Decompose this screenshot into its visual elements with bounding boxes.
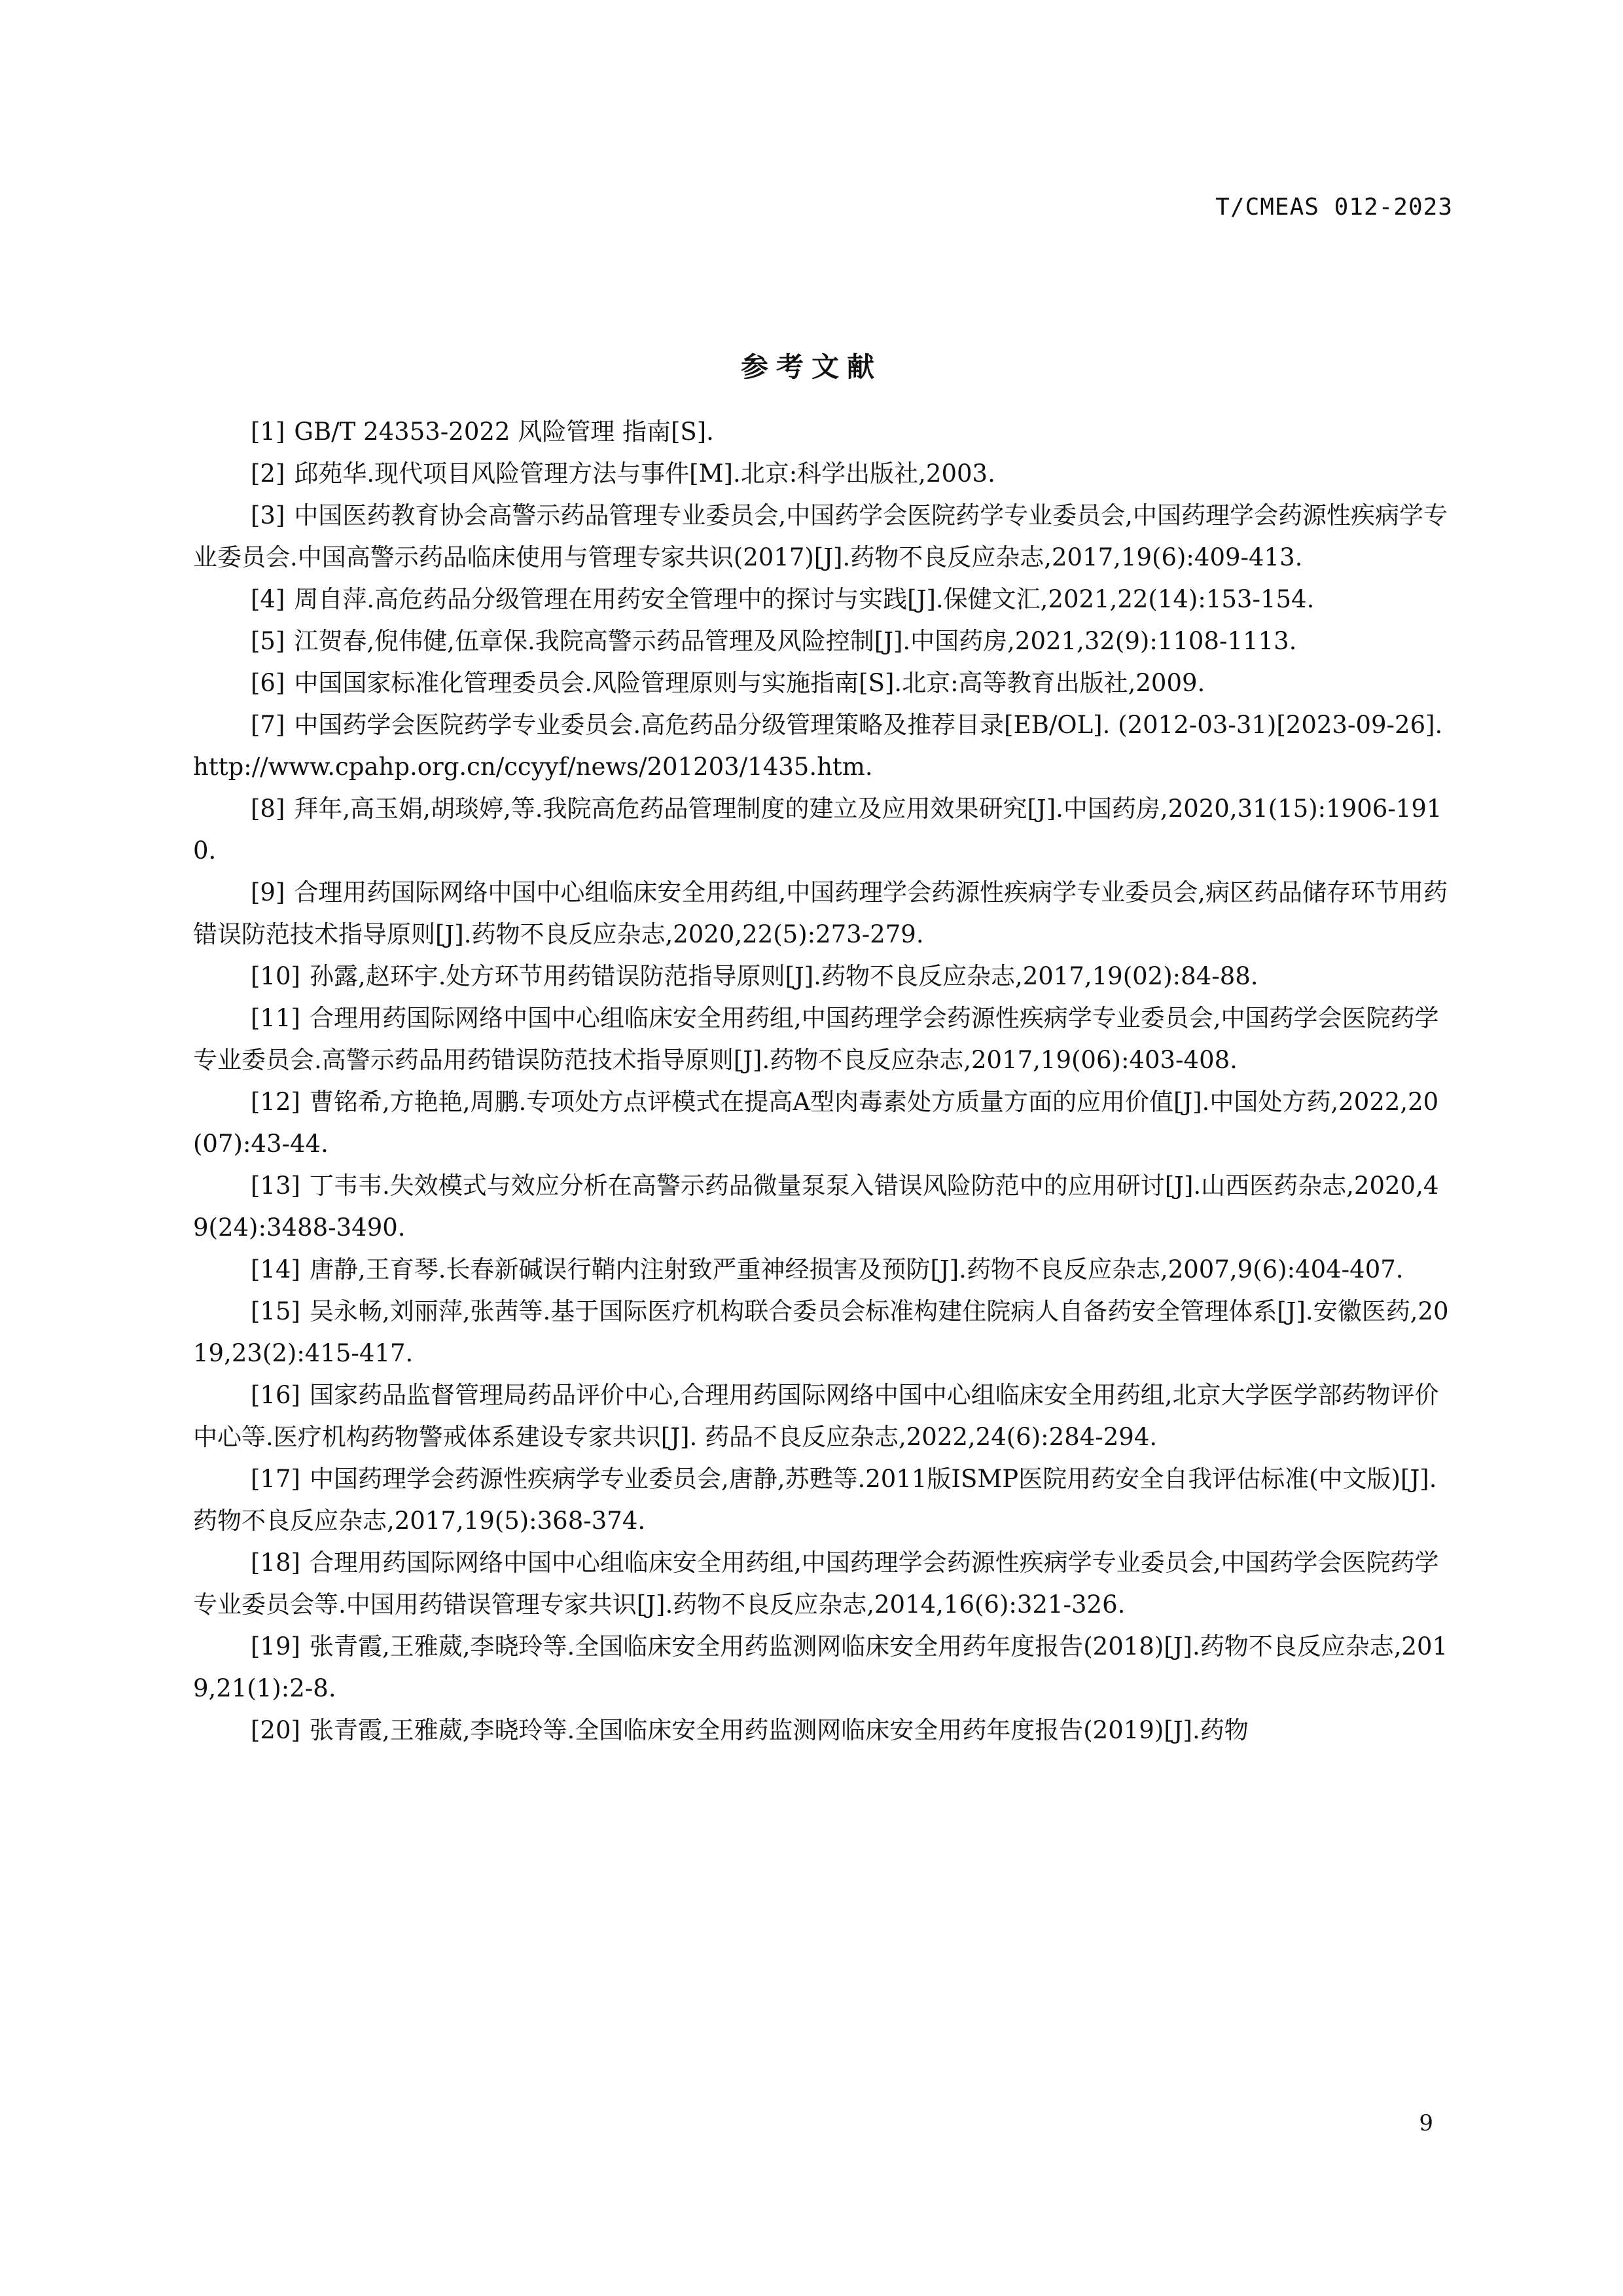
document-code: T/CMEAS 012-2023: [1215, 194, 1453, 221]
reference-number: [15]: [251, 1297, 300, 1325]
reference-item: [193, 1542, 1453, 1626]
reference-text: 唐静,王育琴.长春新碱误行鞘内注射致严重神经损害及预防[J].药物不良反应杂志,2007,9(6):404-407.: [309, 1255, 1404, 1283]
reference-number: [18]: [251, 1549, 300, 1577]
reference-item: [193, 411, 1453, 453]
reference-number: [13]: [251, 1172, 300, 1200]
reference-text: 拜年,高玉娟,胡琰婷,等.我院高危药品管理制度的建立及应用效果研究[J].中国药房,2020,31(15):1906-1910.: [193, 795, 1442, 865]
reference-number: [3]: [251, 501, 285, 529]
reference-item: [193, 997, 1453, 1081]
reference-item: [193, 1165, 1453, 1249]
reference-number: [12]: [251, 1088, 300, 1116]
reference-text: 邱苑华.现代项目风险管理方法与事件[M].北京:科学出版社,2003.: [294, 459, 995, 488]
reference-list: [193, 411, 1453, 1751]
reference-text: 中国药理学会药源性疾病学专业委员会,唐静,苏甦等.2011版ISMP医院用药安全自我评估标准(中文版)[J].药物不良反应杂志,2017,19(5):368-374.: [193, 1465, 1437, 1535]
reference-number: [2]: [251, 459, 285, 488]
reference-number: [16]: [251, 1381, 300, 1409]
reference-number: [4]: [251, 585, 285, 613]
reference-text: 合理用药国际网络中国中心组临床安全用药组,中国药理学会药源性疾病学专业委员会,中国药学会医院药学专业委员会.高警示药品用药错误防范技术指导原则[J].药物不良反应杂志,2017,19(06):403-408.: [193, 1004, 1439, 1074]
reference-item: [193, 579, 1453, 620]
reference-item: [193, 1081, 1453, 1165]
reference-number: [7]: [251, 711, 285, 739]
reference-text: 中国医药教育协会高警示药品管理专业委员会,中国药学会医院药学专业委员会,中国药理学会药源性疾病学专业委员会.中国高警示药品临床使用与管理专家共识(2017)[J].药物不良反应杂志,2017,19(6):409-413.: [193, 501, 1448, 571]
reference-item: [193, 1291, 1453, 1374]
reference-item: [193, 704, 1453, 788]
reference-text: GB/T 24353-2022 风险管理 指南[S].: [294, 418, 714, 446]
reference-number: [17]: [251, 1465, 300, 1493]
reference-number: [6]: [251, 669, 285, 697]
reference-item: [193, 620, 1453, 662]
reference-number: [1]: [251, 418, 285, 446]
reference-item: [193, 453, 1453, 495]
reference-item: [193, 1249, 1453, 1291]
page-number: 9: [1419, 2110, 1433, 2136]
reference-text: 张青霞,王雅葳,李晓玲等.全国临床安全用药监测网临床安全用药年度报告(2018)[J].药物不良反应杂志,2019,21(1):2-8.: [193, 1632, 1448, 1702]
reference-text: 周自萍.高危药品分级管理在用药安全管理中的探讨与实践[J].保健文汇,2021,22(14):153-154.: [294, 585, 1315, 613]
reference-number: [8]: [251, 795, 285, 823]
reference-number: [20]: [251, 1716, 300, 1744]
reference-number: [9]: [251, 878, 285, 906]
reference-item: [193, 1458, 1453, 1542]
reference-item: [193, 495, 1453, 579]
reference-text: 中国国家标准化管理委员会.风险管理原则与实施指南[S].北京:高等教育出版社,2009.: [294, 669, 1205, 697]
reference-item: [193, 1374, 1453, 1458]
reference-text: 合理用药国际网络中国中心组临床安全用药组,中国药理学会药源性疾病学专业委员会,中国药学会医院药学专业委员会等.中国用药错误管理专家共识[J].药物不良反应杂志,2014,16(6):321-326.: [193, 1549, 1439, 1619]
reference-text: 丁韦韦.失效模式与效应分析在高警示药品微量泵泵入错误风险防范中的应用研讨[J].山西医药杂志,2020,49(24):3488-3490.: [193, 1172, 1439, 1242]
reference-number: [11]: [251, 1004, 300, 1032]
reference-text: 江贺春,倪伟健,伍章保.我院高警示药品管理及风险控制[J].中国药房,2021,32(9):1108-1113.: [294, 627, 1297, 655]
reference-text: 中国药学会医院药学专业委员会.高危药品分级管理策略及推荐目录[EB/OL]. (2012-03-31)[2023-09-26]. http://www.cpahp.org.cn/ccyyf/news/201203/1435.htm.: [193, 711, 1443, 781]
reference-text: 合理用药国际网络中国中心组临床安全用药组,中国药理学会药源性疾病学专业委员会,病区药品储存环节用药错误防范技术指导原则[J].药物不良反应杂志,2020,22(5):273-279.: [193, 878, 1448, 948]
reference-text: 国家药品监督管理局药品评价中心,合理用药国际网络中国中心组临床安全用药组,北京大学医学部药物评价中心等.医疗机构药物警戒体系建设专家共识[J]. 药品不良反应杂志,2022,24(6):284-294.: [193, 1381, 1439, 1451]
reference-item: [193, 662, 1453, 704]
reference-item: [193, 872, 1453, 956]
reference-text: 张青霞,王雅葳,李晓玲等.全国临床安全用药监测网临床安全用药年度报告(2019)[J].药物: [309, 1716, 1249, 1744]
reference-number: [10]: [251, 962, 300, 990]
section-title: 参考文献: [740, 351, 882, 383]
reference-number: [5]: [251, 627, 285, 655]
reference-text: 吴永畅,刘丽萍,张茜等.基于国际医疗机构联合委员会标准构建住院病人自备药安全管理体系[J].安徽医药,2019,23(2):415-417.: [193, 1297, 1449, 1367]
reference-item: [193, 788, 1453, 872]
reference-text: 孙露,赵环宇.处方环节用药错误防范指导原则[J].药物不良反应杂志,2017,19(02):84-88.: [309, 962, 1258, 990]
reference-text: 曹铭希,方艳艳,周鹏.专项处方点评模式在提高A型肉毒素处方质量方面的应用价值[J].中国处方药,2022,20(07):43-44.: [193, 1088, 1439, 1158]
reference-item: [193, 1710, 1453, 1751]
reference-number: [14]: [251, 1255, 300, 1283]
reference-item: [193, 956, 1453, 997]
reference-item: [193, 1626, 1453, 1710]
reference-number: [19]: [251, 1632, 300, 1660]
